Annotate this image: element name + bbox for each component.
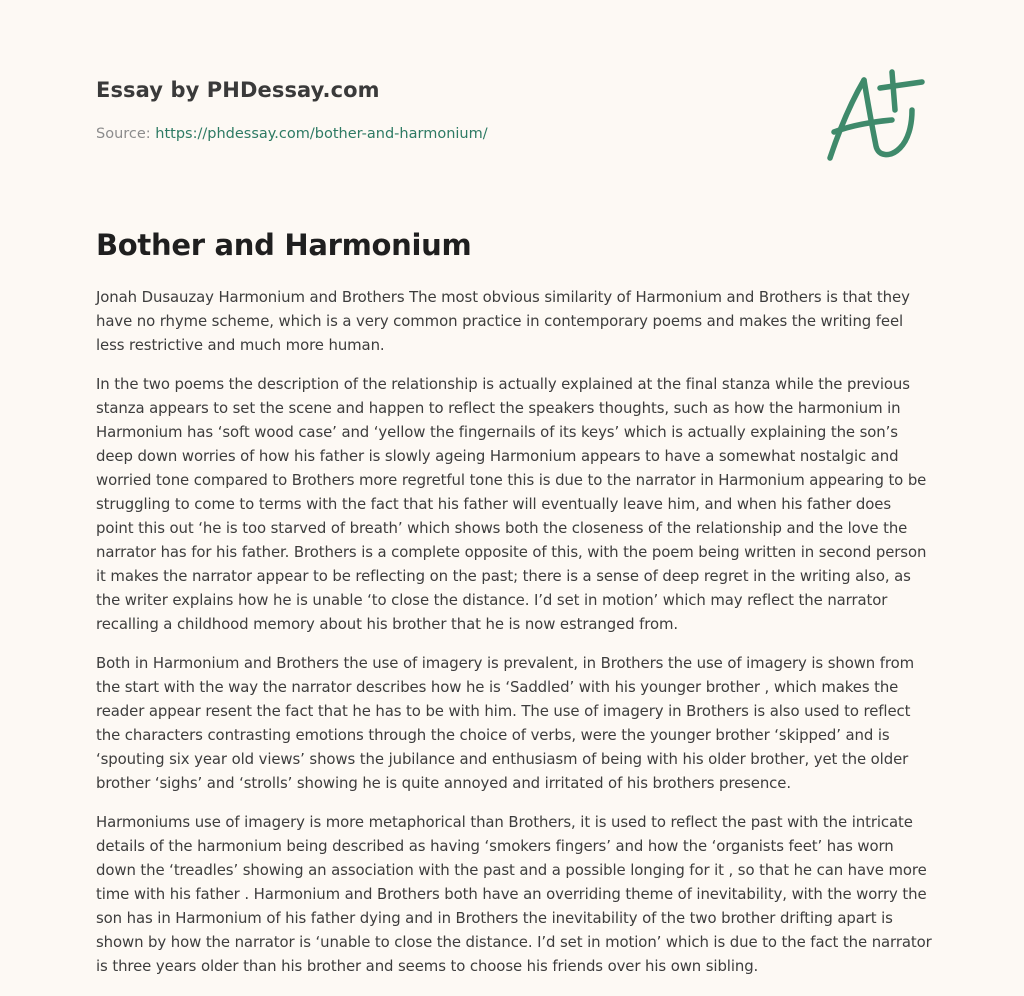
page-header <box>96 76 696 144</box>
a-plus-icon <box>820 64 930 168</box>
paragraph: In the two poems the description of the relationship is actually explained at the final stanza while the previous stanza appears to set the scene and happen to reflect the speakers thoughts, such as how the harmonium in Harmonium has ‘soft wood case’ and ‘yellow the fingernails of its keys’ which is actually explaining the son’s deep down worries of how his father is slowly ageing Harmonium appears to have a somewhat nostalgic and worried tone compared to Brothers more regretful tone this is due to the narrator in Harmonium appearing to be struggling to come to terms with the fact that his father will eventually leave him, and when his father does point this out ‘he is too starved of breath’ which shows both the closeness of the relationship and the love the narrator has for his father. Brothers is a complete opposite of this, with the poem being written in second person it makes the narrator appear to be reflecting on the past; there is a sense of deep regret in the writing also, as the writer explains how he is unable ‘to close the distance. I’d set in motion’ which may reflect the narrator recalling a childhood memory about his brother that he is now estranged from. <box>96 375 927 633</box>
paragraph: Jonah Dusauzay Harmonium and Brothers The most obvious similarity of Harmonium and Brothers is that they have no rhyme scheme, which is a very common practice in contemporary poems and makes the writing feel less restrictive and much more human. <box>96 288 910 354</box>
source-link[interactable]: https://phdessay.com/bother-and-harmonium/ <box>155 126 488 142</box>
paragraph: Harmoniums use of imagery is more metaphorical than Brothers, it is used to reflect the past with the intricate details of the harmonium being described as having ‘smokers fingers’ and how the ‘organists feet’ has worn down the ‘treadles’ showing an association with the past and a possible longing for it , so that he can have more time with his father . Harmonium and Brothers both have an overriding theme of inevitability, with the worry the son has in Harmonium of his father dying and in Brothers the inevitability of the two brother drifting apart is shown by how the narrator is ‘unable to close the distance. I’d set in motion’ which is due to the fact the narrator is three years older than his brother and seems to choose his friends over his own sibling. <box>96 813 932 975</box>
article-body <box>96 285 932 993</box>
article-title: Bother and Harmonium <box>96 228 472 262</box>
source-label: Source: <box>96 126 151 142</box>
paragraph: Both in Harmonium and Brothers the use of imagery is prevalent, in Brothers the use of imagery is shown from the start with the way the narrator describes how he is ‘Saddled’ with his younger brother , which makes the reader appear resent the fact that he has to be with him. The use of imagery in Brothers is also used to reflect the characters contrasting emotions through the choice of verbs, were the younger brother ‘skipped’ and is ‘spouting six year old views’ shows the jubilance and enthusiasm of being with his older brother, yet the older brother ‘sighs’ and ‘strolls’ showing he is quite annoyed and irritated of his brothers presence. <box>96 654 915 792</box>
brand-title: Essay by PHDessay.com <box>96 78 380 102</box>
source-line <box>96 124 696 144</box>
